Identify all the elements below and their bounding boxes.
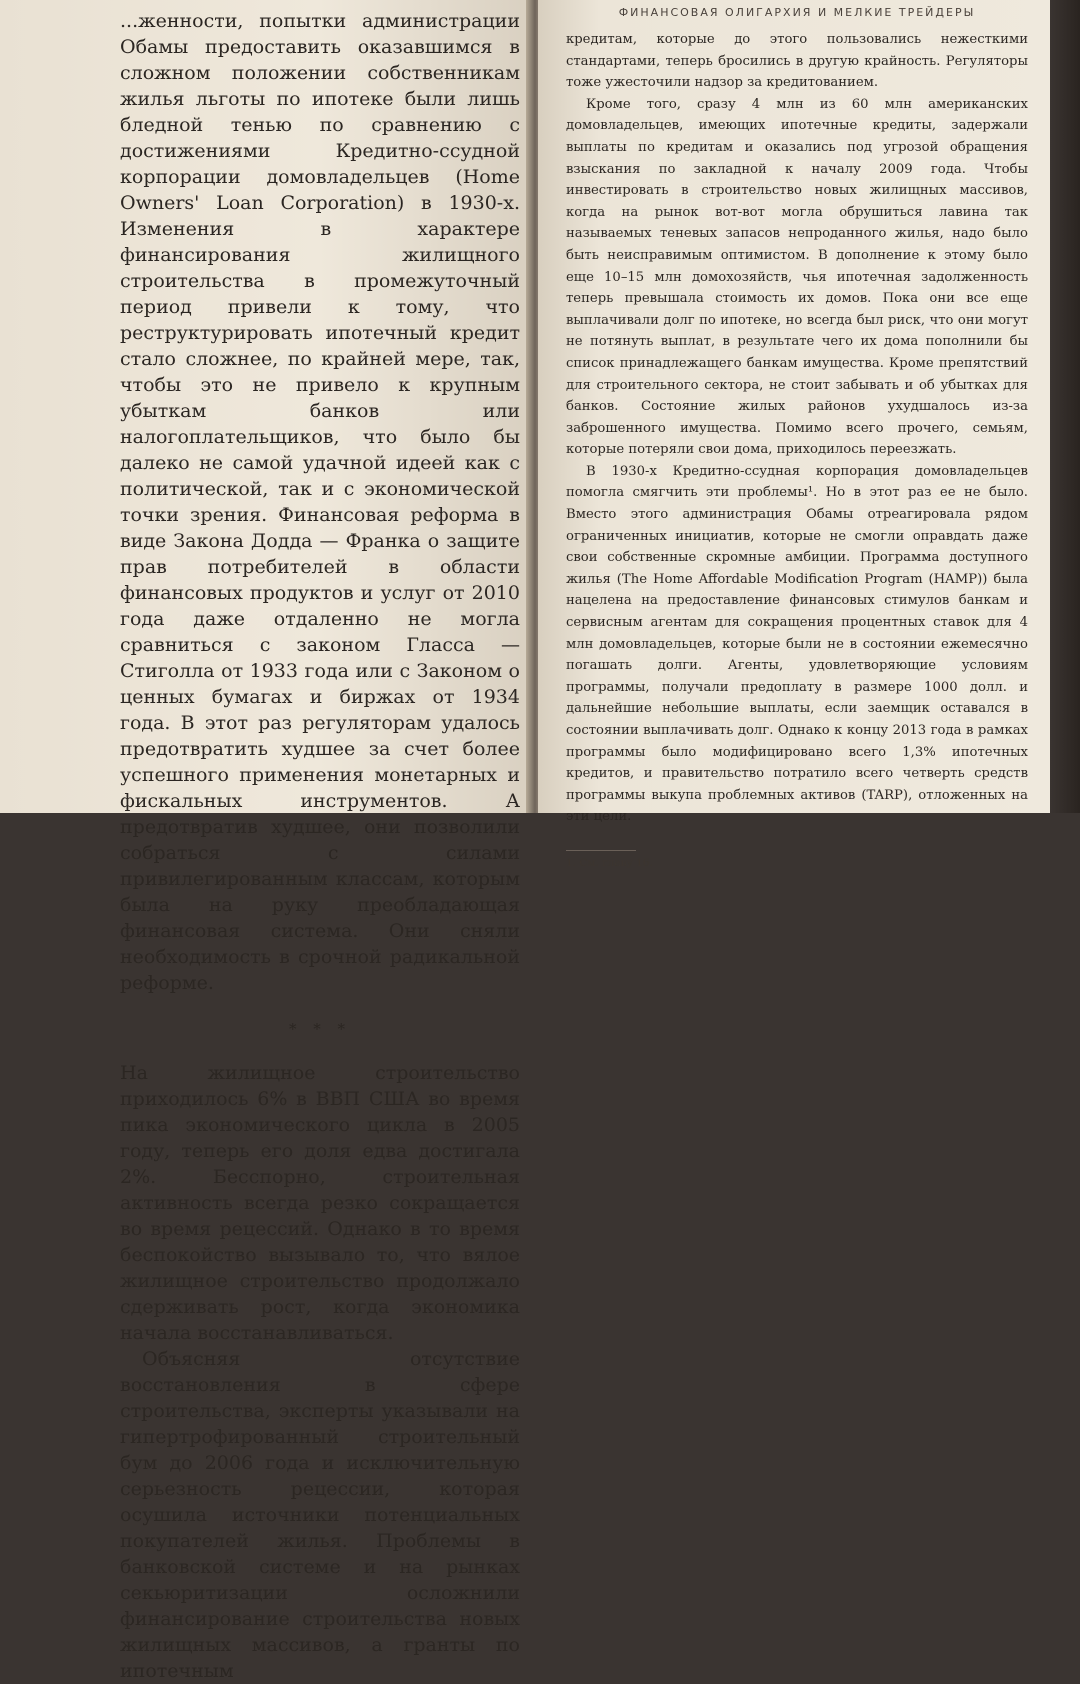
right-page-body (566, 29, 1028, 869)
footnote-rule (566, 850, 636, 851)
left-paragraph: Объясняя отсутствие восстановления в сфере строительства, эксперты указывали на гипертрофированный строительный бум до 2006 года и исключительную серьезность рецессии, которая осушила источники потенциальных покупателей жилья. Проблемы в банковской системе и на рынках секьюритизации осложнили финансирование строительства новых жилищных массивов, а гранты по ипотечным (120, 1348, 520, 1682)
section-separator: * * * (288, 1020, 352, 1038)
running-head: ФИНАНСОВАЯ ОЛИГАРХИЯ И МЕЛКИЕ ТРЕЙДЕРЫ (618, 6, 976, 19)
background-shadow (1050, 0, 1080, 813)
right-paragraph: кредитам, которые до этого пользовались нежесткими стандартами, теперь бросились в другую крайность. Регуляторы тоже ужесточили надзор за кредитованием. (566, 32, 1028, 91)
footnote: 1. См. главу 16. (566, 856, 653, 869)
left-page-body (120, 8, 520, 1684)
left-page (0, 0, 532, 1682)
right-page (538, 0, 1050, 869)
right-paragraph: В 1930-х Кредитно-ссудная корпорация домовладельцев помогла смягчить эти проблемы¹. Но в этот раз ее не было. Вместо этого администрация Обамы отреагировала рядом ограниченных инициатив, которые не смогли оправдать даже свои собственные скромные амбиции. Программа доступного жилья (The Home Affordable Modification Program (HAMP)) была нацелена на предоставление финансовых стимулов банкам и сервисным агентам для сокращения процентных ставок для 4 млн домовладельцев, которые были не в состоянии ежемесячно погашать долги. Агенты, удовлетворяющие условиям программы, получали предоплату в размере 1000 долл. и дальнейшие небольшие выплаты, если заемщик оставался в состоянии выплачивать долг. Однако к концу 2013 года в рамках программы было модифицировано всего 1,3% ипотечных кредитов, и правительство потратило всего четверть средств программы выкупа проблемных активов (TARP), отложенных на эти цели. (566, 463, 1028, 825)
left-paragraph: На жилищное строительство приходилось 6% в ВВП США во время пика экономического цикла в 2005 году, теперь его доля едва достигала 2%. Бесспорно, строительная активность всегда резко сокращается во время рецессий. Однако в то время беспокойство вызывало то, что вялое жилищное строительство продолжало сдерживать рост, когда экономика начала восстанавливаться. (120, 1062, 520, 1344)
right-paragraph: Кроме того, сразу 4 млн из 60 млн американских домовладельцев, имеющих ипотечные кредиты, задержали выплаты по кредитам и оказались под угрозой обращения взыскания по закладной к началу 2009 года. Чтобы инвестировать в строительство новых жилищных массивов, когда на рынок вот-вот могла обрушиться лавина так называемых теневых запасов непроданного жилья, надо было быть неисправимым оптимистом. В дополнение к этому было еще 10–15 млн домохозяйств, чья ипотечная задолженность теперь превышала стоимость их домов. Пока они все еще выплачивали долг по ипотеке, но всегда был риск, что они могут не потянуть выплат, в результате чего их дома пополнили бы список принадлежащего банкам имущества. Кроме препятствий для строительного сектора, не стоит забывать и об убытках для банков. Состояние жилых районов ухудшалось из-за заброшенного имущества. Помимо всего прочего, семьям, которые потеряли свои дома, приходилось переезжать. (566, 96, 1028, 458)
left-paragraph: ...женности, попытки администрации Обамы предоставить оказавшимся в сложном положении собственникам жилья льготы по ипотеке были лишь бледной тенью по сравнению с достижениями Кредитно-ссудной корпорации домовладельцев (Home Owners' Loan Corporation) в 1930-х. Изменения в характере финансирования жилищного строительства в промежуточный период привели к тому, что реструктурировать ипотечный кредит стало сложнее, по крайней мере, так, чтобы это не привело к крупным убыткам банков или налогоплательщиков, что было бы далеко не самой удачной идеей как с политической, так и с экономической точки зрения. Финансовая реформа в виде Закона Додда — Франка о защите прав потребителей в области финансовых продуктов и услуг от 2010 года даже отдаленно не могла сравниться с законом Гласса — Стиголла от 1933 года или с Законом о ценных бумагах и биржах от 1934 года. В этот раз регуляторам удалось предотвратить худшее за счет более успешного применения монетарных и фискальных инструментов. А предотвратив худшее, они позволили собраться с силами привилегированным классам, которым была на руку преобладающая финансовая система. Они сняли необходимость в срочной радикальной реформе. (120, 10, 520, 994)
